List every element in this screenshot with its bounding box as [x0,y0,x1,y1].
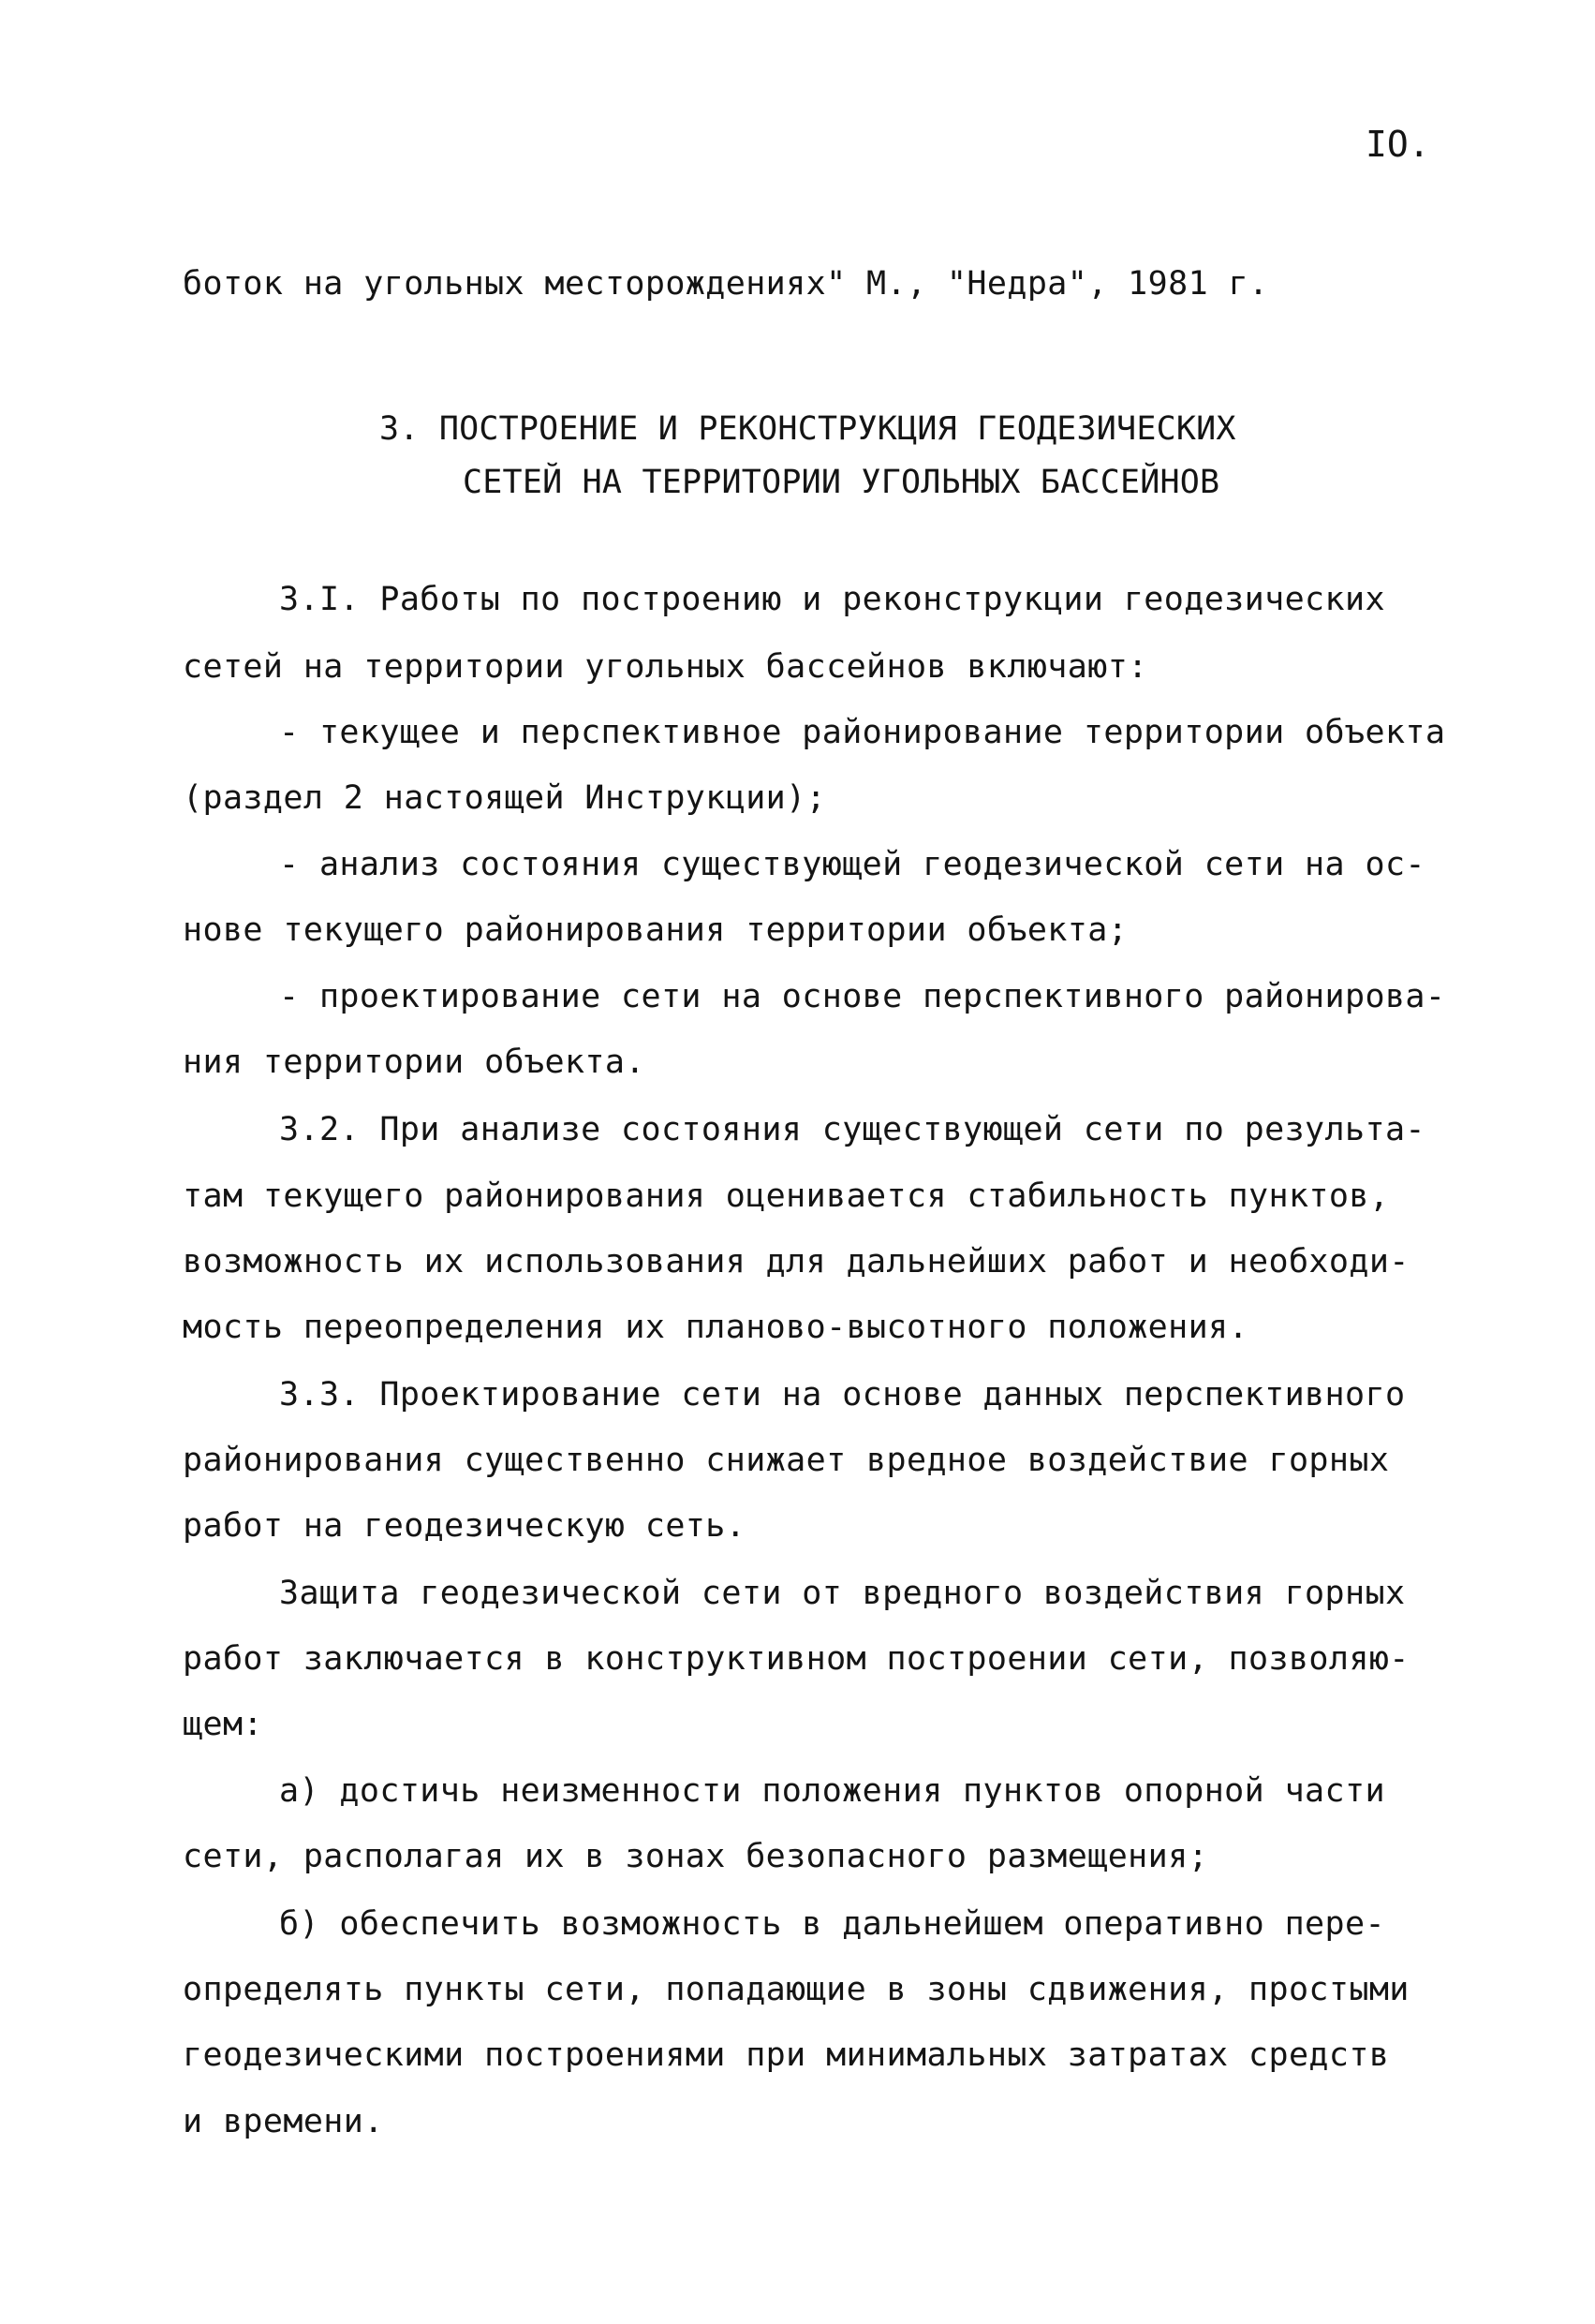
body-line: мость переопределения их планово-высотного положения. [183,1309,1249,1346]
section-heading-line-2: СЕТЕЙ НА ТЕРРИТОРИИ УГОЛЬНЫХ БАССЕЙНОВ [463,464,1220,501]
body-line: 3.I. Работы по построению и реконструкции геодезических [279,581,1385,618]
body-line: районирования существенно снижает вредное воздействие горных [183,1442,1390,1479]
body-line: ния территории объекта. [183,1044,645,1081]
body-line: работ заключается в конструктивном построении сети, позволяю- [183,1640,1410,1678]
body-line: - анализ состояния существующей геодезической сети на ос- [279,846,1425,883]
body-line: возможность их использования для дальнейших работ и необходи- [183,1243,1410,1280]
body-line: там текущего районирования оценивается стабильность пунктов, [183,1177,1390,1215]
body-line: - текущее и перспективное районирование территории объекта [279,714,1446,751]
body-line: сети, располагая их в зонах безопасного размещения; [183,1838,1209,1875]
body-line: и времени. [183,2103,384,2140]
body-line: щем: [183,1706,263,1743]
body-line: 3.3. Проектирование сети на основе данных перспективного [279,1376,1406,1414]
body-line: Защита геодезической сети от вредного воздействия горных [279,1575,1406,1612]
continuation-line: боток на угольных месторождениях" М., "Недра", 1981 г. [183,265,1269,303]
body-line: геодезическими построениями при минимальных затратах средств [183,2036,1390,2074]
body-line: определять пункты сети, попадающие в зоны сдвижения, простыми [183,1971,1410,2008]
body-line: - проектирование сети на основе перспективного районирова- [279,978,1446,1015]
body-line: (раздел 2 настоящей Инструкции); [183,779,827,817]
body-line: сетей на территории угольных бассейнов включают: [183,648,1148,686]
body-line: б) обеспечить возможность в дальнейшем оперативно пере- [279,1905,1385,1943]
body-line: нове текущего районирования территории объекта; [183,911,1129,949]
section-heading-line-1: 3. ПОСТРОЕНИЕ И РЕКОНСТРУКЦИЯ ГЕОДЕЗИЧЕСКИХ [379,410,1236,448]
body-line: а) достичь неизменности положения пунктов опорной части [279,1772,1385,1810]
body-line: 3.2. При анализе состояния существующей сети по результа- [279,1111,1425,1148]
page-number: IO. [1366,124,1430,165]
body-line: работ на геодезическую сеть. [183,1507,746,1545]
